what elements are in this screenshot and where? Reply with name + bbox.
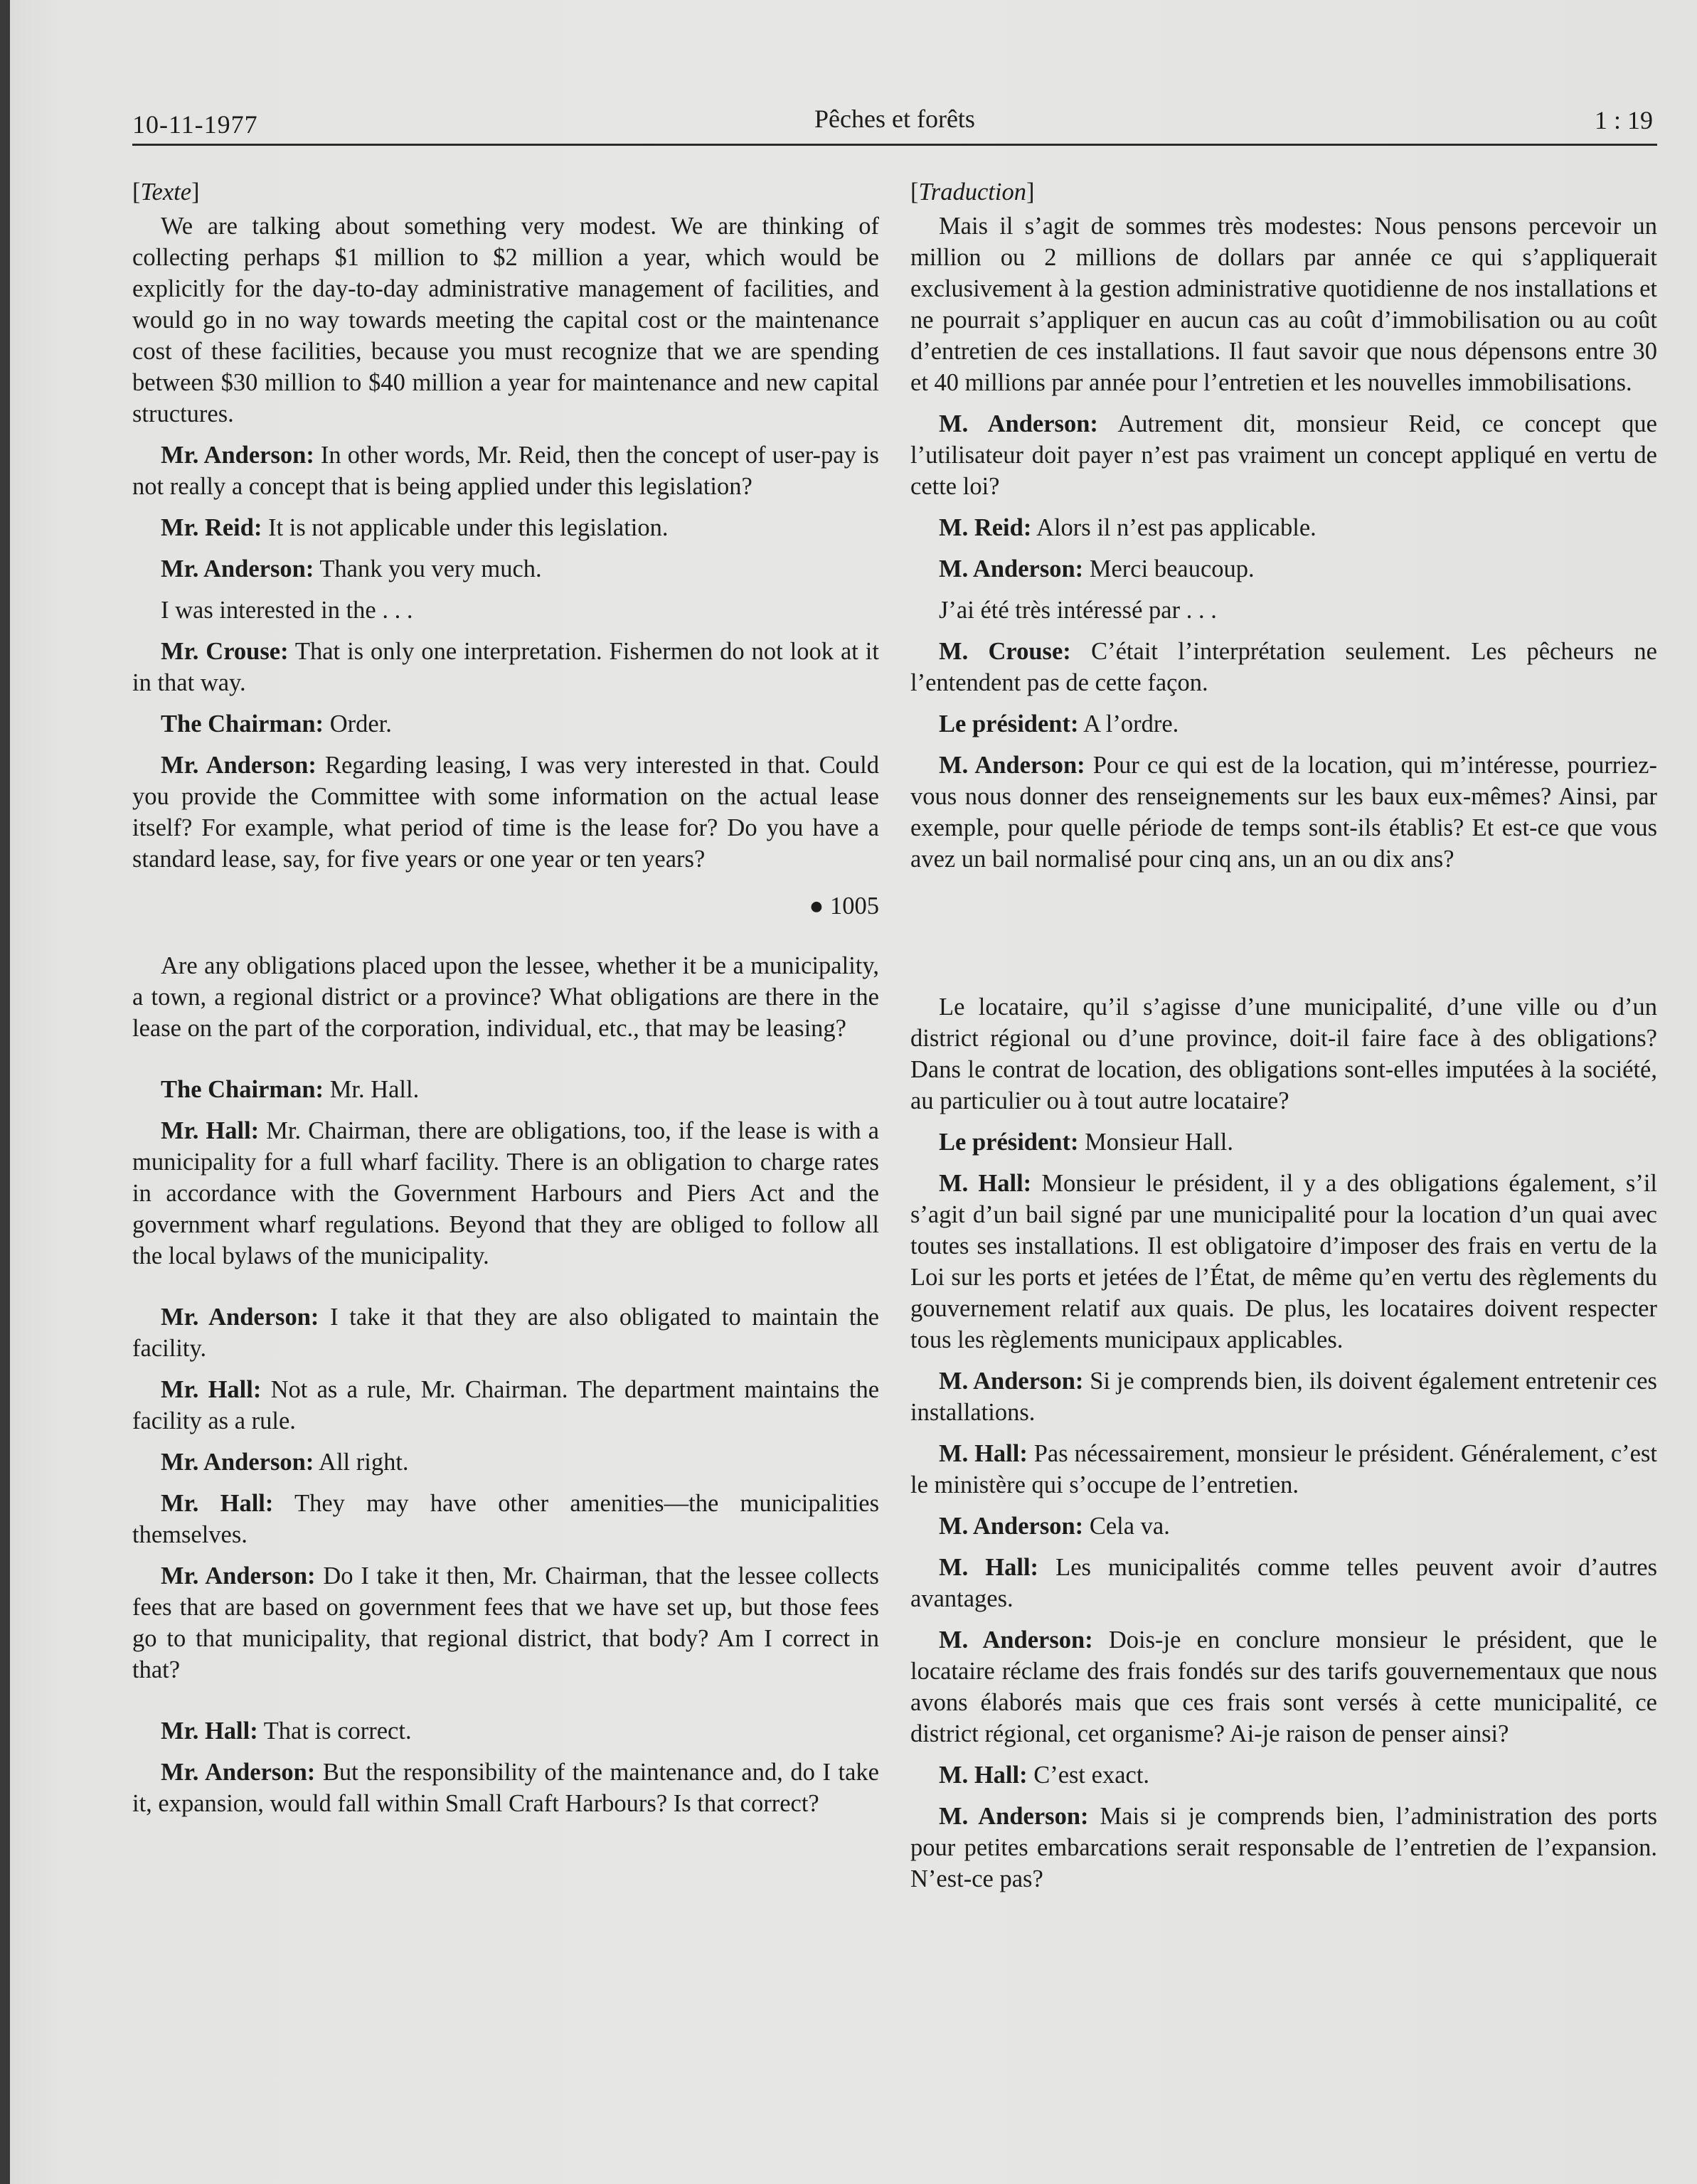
speaker-name: M. Anderson:: [939, 410, 1098, 437]
speech-paragraph: Mr. Anderson: But the responsibility of the maintenance and, do I take it, expansion, would fall within Small Craft Harbours? Is that correct?: [132, 1759, 879, 1817]
paragraph: Le locataire, qu’il s’agisse d’une municipalité, d’une ville ou d’un district régional ou d’une province, doit-il faire face à des obligations? Dans le contrat de location, des obligations sont-elles imputées à la société, au particulier ou à tout autre locataire?: [910, 994, 1657, 1114]
speaker-name: Mr. Hall:: [161, 1717, 258, 1744]
speech-paragraph: Mr. Anderson: Thank you very much.: [161, 555, 542, 582]
speaker-name: M. Hall:: [939, 1440, 1028, 1467]
speaker-name: Mr. Anderson:: [161, 1562, 316, 1589]
speech-paragraph: Mr. Anderson: I take it that they are also obligated to maintain the facility.: [132, 1304, 879, 1362]
page-header: [132, 100, 1657, 146]
speech-paragraph: Mr. Anderson: In other words, Mr. Reid, then the concept of user-pay is not really a concept that is being applied under this legislation?: [132, 442, 879, 500]
speaker-name: Mr. Anderson:: [161, 1304, 319, 1331]
speech-paragraph: Mr. Anderson: Do I take it then, Mr. Chairman, that the lessee collects fees that are based on government fees that we have set up, but those fees go to that municipality, that regional district, that body? Am I correct in that?: [132, 1562, 879, 1683]
speech-paragraph: The Chairman: Mr. Hall.: [161, 1076, 420, 1103]
speaker-name: M. Anderson:: [939, 1803, 1089, 1830]
speaker-name: Mr. Anderson:: [161, 1449, 314, 1476]
speech-paragraph: Mr. Anderson: All right.: [161, 1449, 409, 1476]
speech-paragraph: Mr. Anderson: Regarding leasing, I was very interested in that. Could you provide the Committee with some information on the actual lease itself? For example, what period of time is the lease for? Do you have a standard lease, say, for five years or one year or ten years?: [132, 752, 879, 873]
speaker-name: Le président:: [939, 1129, 1079, 1156]
section-tag: [Texte]: [132, 179, 200, 206]
speaker-name: Mr. Hall:: [161, 1376, 262, 1403]
speech-paragraph: M. Crouse: C’était l’interprétation seulement. Les pêcheurs ne l’entendent pas de cette façon.: [910, 638, 1657, 696]
speech-paragraph: M. Reid: Alors il n’est pas applicable.: [939, 514, 1316, 541]
speaker-name: M. Reid:: [939, 514, 1032, 541]
section-tag: [Traduction]: [910, 179, 1035, 206]
speaker-name: Mr. Anderson:: [161, 752, 316, 779]
header-page-number: 1 : 19: [1594, 106, 1653, 134]
speaker-name: Mr. Anderson:: [161, 442, 314, 469]
english-column: [132, 176, 879, 1829]
speech-paragraph: Le président: A l’ordre.: [939, 710, 1179, 737]
speaker-name: M. Anderson:: [939, 1368, 1084, 1395]
speaker-name: M. Anderson:: [939, 555, 1084, 582]
speaker-name: M. Anderson:: [939, 752, 1085, 779]
speech-paragraph: M. Anderson: Dois-je en conclure monsieur le président, que le locataire réclame des frais fondés sur des tarifs gouvernementaux que nous avons élaborés mais que ces frais sont versés à cette municipalité, ce district régional, cet organisme? Ai-je raison de penser ainsi?: [910, 1626, 1657, 1747]
speaker-name: M. Hall:: [939, 1170, 1032, 1197]
speech-paragraph: M. Hall: Monsieur le président, il y a des obligations également, s’il s’agit d’un bail signé par une municipalité pour la location d’un quai avec toutes ses installations. Il est obligatoire d’imposer des frais en vertu de la Loi sur les ports et jetées de l’État, de même qu’en vertu des règlements du gouvernement relatif aux quais. De plus, les locataires doivent respecter tous les règlements municipaux applicables.: [910, 1170, 1657, 1353]
speaker-name: Mr. Anderson:: [161, 555, 314, 582]
french-column: [910, 176, 1657, 1905]
header-title: Pêches et forêts: [814, 105, 975, 133]
time-marker: ● 1005: [809, 893, 879, 920]
speaker-name: M. Anderson:: [939, 1626, 1093, 1653]
header-date: 10-11-1977: [132, 110, 258, 139]
speaker-name: M. Hall:: [939, 1554, 1039, 1581]
document-page: [10, 0, 1697, 2184]
speech-paragraph: Le président: Monsieur Hall.: [939, 1129, 1233, 1156]
speech-paragraph: M. Anderson: Si je comprends bien, ils doivent également entretenir ces installations.: [910, 1368, 1657, 1426]
speech-paragraph: Mr. Crouse: That is only one interpretation. Fishermen do not look at it in that way.: [132, 638, 879, 696]
speech-paragraph: Mr. Hall: Mr. Chairman, there are obligations, too, if the lease is with a municipality for a full wharf facility. There is an obligation to charge rates in accordance with the Government Harbours and Piers Act and the government wharf regulations. Beyond that they are obliged to follow all the local bylaws of the municipality.: [132, 1117, 879, 1269]
speech-paragraph: M. Anderson: Cela va.: [939, 1513, 1170, 1540]
speech-paragraph: M. Hall: Pas nécessairement, monsieur le président. Généralement, c’est le ministère qui s’occupe de l’entretien.: [910, 1440, 1657, 1498]
speaker-name: Mr. Hall:: [161, 1117, 260, 1144]
speech-paragraph: M. Anderson: Pour ce qui est de la location, qui m’intéresse, pourriez-vous nous donner des renseignements sur les baux eux-mêmes? Ainsi, par exemple, pour quelle période de temps sont-ils établis? Et est-ce que vous avez un bail normalisé pour cinq ans, un an ou dix ans?: [910, 752, 1657, 873]
speaker-name: Mr. Crouse:: [161, 638, 289, 665]
speaker-name: Mr. Hall:: [161, 1490, 274, 1517]
speech-paragraph: Mr. Reid: It is not applicable under this legislation.: [161, 514, 669, 541]
speech-paragraph: M. Hall: Les municipalités comme telles peuvent avoir d’autres avantages.: [910, 1554, 1657, 1612]
speech-paragraph: M. Anderson: Mais si je comprends bien, l’administration des ports pour petites embarcations serait responsable de l’entretien de l’expansion. N’est-ce pas?: [910, 1803, 1657, 1892]
speaker-name: The Chairman:: [161, 1076, 324, 1103]
speaker-name: Le président:: [939, 710, 1079, 737]
speaker-name: Mr. Anderson:: [161, 1759, 316, 1786]
speaker-name: Mr. Reid:: [161, 514, 262, 541]
paragraph: J’ai été très intéressé par . . .: [939, 597, 1217, 624]
paragraph: Mais il s’agit de sommes très modestes: Nous pensons percevoir un million ou 2 millions de dollars par année ce qui s’appliquerait exclusivement à la gestion administrative quotidienne de nos installations et ne pourrait s’appliquer en aucun cas au coût d’immobilisation ou au coût d’entretien de ces installations. Il faut savoir que nous dépensons entre 30 et 40 millions par année pour l’entretien et les nouvelles immobilisations.: [910, 213, 1657, 396]
speaker-name: M. Anderson:: [939, 1513, 1084, 1540]
speech-paragraph: M. Hall: C’est exact.: [939, 1762, 1150, 1789]
paragraph: We are talking about something very modest. We are thinking of collecting perhaps $1 million to $2 million a year, which would be explicitly for the day-to-day administrative management of facilities, and would go in no way towards meeting the capital cost or the maintenance cost of these facilities, because you must recognize that we are spending between $30 million to $40 million a year for maintenance and new capital structures.: [132, 213, 879, 427]
speech-paragraph: M. Anderson: Merci beaucoup.: [939, 555, 1255, 582]
paragraph: Are any obligations placed upon the lessee, whether it be a municipality, a town, a regional district or a province? What obligations are there in the lease on the part of the corporation, individual, etc., that may be leasing?: [132, 952, 879, 1042]
speaker-name: The Chairman:: [161, 710, 324, 737]
speech-paragraph: The Chairman: Order.: [161, 710, 392, 737]
speech-paragraph: Mr. Hall: They may have other amenities—the municipalities themselves.: [132, 1490, 879, 1548]
speech-paragraph: Mr. Hall: That is correct.: [161, 1717, 412, 1744]
speech-paragraph: M. Anderson: Autrement dit, monsieur Reid, ce concept que l’utilisateur doit payer n’est pas vraiment un concept appliqué en vertu de cette loi?: [910, 410, 1657, 500]
speech-paragraph: Mr. Hall: Not as a rule, Mr. Chairman. The department maintains the facility as a rule.: [132, 1376, 880, 1434]
paragraph: I was interested in the . . .: [161, 597, 413, 624]
speaker-name: M. Crouse:: [939, 638, 1071, 665]
speaker-name: M. Hall:: [939, 1762, 1028, 1789]
